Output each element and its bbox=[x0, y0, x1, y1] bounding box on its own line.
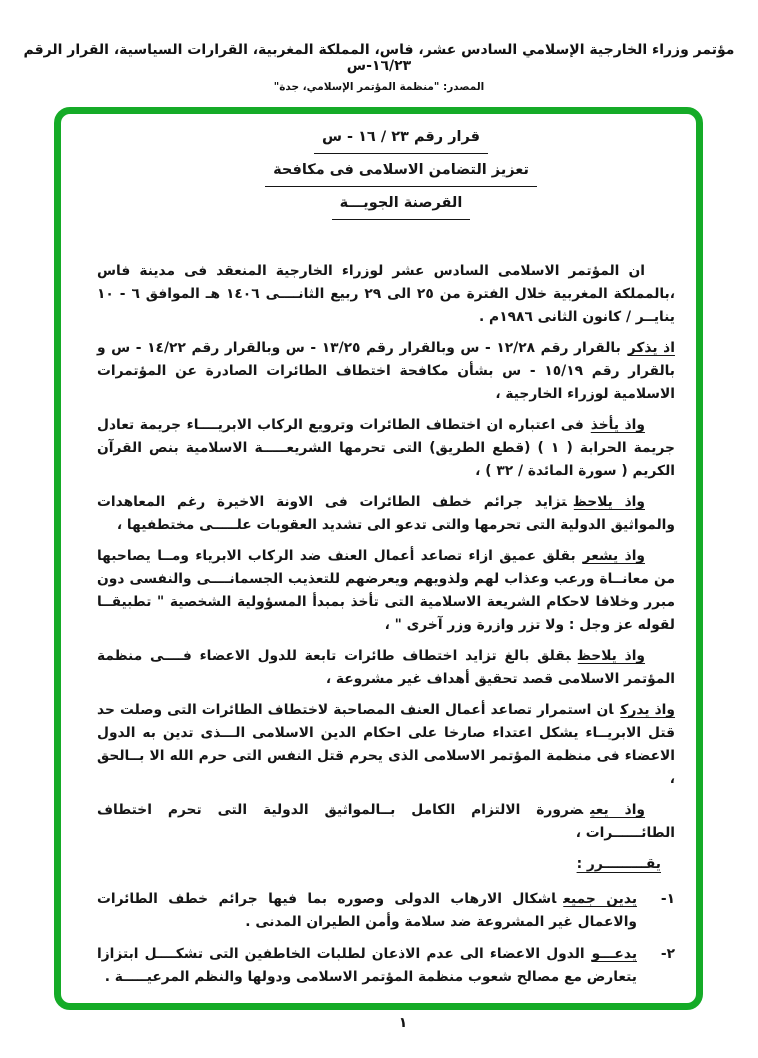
preamble-paragraph bbox=[97, 699, 675, 791]
decides-word: يقـــــــــرر : bbox=[576, 856, 661, 872]
item-body: الدول الاعضاء الى عدم الاذعان لطلبات الخاطفين التى تشكــــل ابتزازا يتعارض مع مصالح شعوب منظمة المؤتمر الاسلامى ودولها والنظم المرعيـــــة . bbox=[97, 946, 637, 985]
preamble-paragraph bbox=[97, 545, 675, 637]
header-source: المصدر: "منظمة المؤتمر الإسلامي، جدة" bbox=[273, 81, 485, 93]
paragraph-text: ضرورة الالتزام الكامل بــالمواثيق الدولية التى تحرم اختطاف الطائــــــرات ، bbox=[97, 802, 675, 841]
resolution-number-row bbox=[127, 126, 675, 154]
preamble-paragraph bbox=[97, 645, 675, 691]
operative-item bbox=[97, 888, 675, 934]
resolution-number: قرار رقم ٢٣ / ١٦ - س bbox=[314, 126, 488, 154]
paragraph-lead: واذ يلاحظ bbox=[573, 494, 645, 510]
paragraph-text: ان المؤتمر الاسلامى السادس عشر لوزراء الخارجية المنعقد فى مدينة فاس ،بالمملكة المغربية خلال الفترة من ٢٥ الى ٢٩ ربيع الثانــــى ١٤٠٦ هـ الموافق ٦ - ١٠ ينايــر / كانون الثانى ١٩٨٦م . bbox=[97, 263, 675, 325]
decides-line bbox=[97, 853, 661, 876]
preamble-paragraph bbox=[97, 799, 675, 845]
item-number: ١- bbox=[660, 891, 675, 907]
document-header bbox=[0, 42, 758, 93]
item-number: ٢- bbox=[660, 946, 675, 962]
resolution-subject-row2 bbox=[127, 192, 675, 220]
item-body: اشكال الارهاب الدولى وصوره بما فيها جرائم خطف الطائرات والاعمال غير المشروعة ضد سلامة وأمن الطيران المدنى . bbox=[97, 891, 637, 930]
preamble-paragraph bbox=[97, 491, 675, 537]
item-text bbox=[97, 888, 637, 934]
header-citation: مؤتمر وزراء الخارجية الإسلامي السادس عشر، فاس، المملكة المغربية، القرارات السياسية، القرار الرقم ١٦/٢٣-س bbox=[23, 42, 735, 74]
paragraph-text: فى اعتباره ان اختطاف الطائرات وترويع الركاب الابريــــاء جريمة تعادل جريمة الحرابة ( ١ ) (قطع الطريق) التى تحرمها الشريعـــــة الاسلامية بنص القرآن الكريم ( سورة المائدة / ٣٢ ) ، bbox=[97, 417, 675, 479]
resolution-body bbox=[97, 122, 675, 998]
paragraph-text: تزايد جرائم خطف الطائرات فى الاونة الاخيرة رغم المعاهدات والمواثيق الدولية التى تحرمها والتى تدعو الى تشديد العقوبات علـــــى مختطفيها ، bbox=[97, 494, 675, 533]
paragraph-lead: واذ يأخذ bbox=[590, 417, 645, 433]
page-number: ١ bbox=[398, 1015, 408, 1031]
item-text bbox=[97, 943, 637, 989]
green-border-frame bbox=[54, 107, 703, 1010]
paragraph-lead: اذ يذكر bbox=[627, 340, 675, 356]
resolution-title-block bbox=[127, 126, 675, 220]
resolution-subject-line2: القرصنة الجويـــة bbox=[332, 192, 471, 220]
item-lead: يدعـــو bbox=[591, 946, 637, 962]
paragraph-lead: واذ يدرك bbox=[620, 702, 675, 718]
preamble-paragraph bbox=[97, 414, 675, 483]
item-lead: يدين جميع bbox=[563, 891, 638, 907]
resolution-subject-row bbox=[127, 159, 675, 187]
preamble-paragraph bbox=[97, 337, 675, 406]
resolution-subject-line1: تعزيز التضامن الاسلامى فى مكافحة bbox=[265, 159, 537, 187]
preamble-paragraph bbox=[97, 260, 675, 329]
paragraph-lead: واذ يلاحظ bbox=[577, 648, 646, 664]
paragraph-text: بالقرار رقم ١٢/٢٨ - س وبالقرار رقم ١٣/٢٥ - س وبالقرار رقم ١٤/٢٢ - س و بالقرار رقم ١٥/١٩ - س بشأن مكافحة اختطاف الطائرات الصادرة عن المؤتمرات الاسلامية لوزراء الخارجية ، bbox=[97, 340, 675, 402]
paragraph-lead: واذ يعي bbox=[590, 802, 645, 818]
paragraph-text: بقلق بالغ تزايد اختطاف طائرات تابعة للدول الاعضاء فــــى منظمة المؤتمر الاسلامى قصد تحقيق أهداف غير مشروعة ، bbox=[97, 648, 675, 687]
paragraph-text: ان استمرار تصاعد أعمال العنف المصاحبة لاختطاف الطائرات التى وصلت حد قتل الابريــاء يشكل اعتداء صارخا على احكام الدين الاسلامى الـــذى تدين به الدول الاعضاء فى منظمة المؤتمر الاسلامى الذى يحرم قتل النفس التى حرم الله الا بــالحق ، bbox=[97, 702, 675, 787]
paragraph-text: بقلق عميق ازاء تصاعد أعمال العنف ضد الركاب الابرياء ومــا يصاحبها من معانــاة ورعب وعذاب لهم ولذويهم ويعرضهم للتعذيب الجسمانــــى والنفسى دون مبرر وخلافا لاحكام الشريعة الاسلامية التى تأخذ بمبدأ المسؤولية الشخصية " تطبيقــا لقوله عز وجل : ولا تزر وازرة وزر آخرى " ، bbox=[97, 548, 675, 633]
operative-item bbox=[97, 943, 675, 989]
paragraph-lead: واذ يشعر bbox=[582, 548, 645, 564]
